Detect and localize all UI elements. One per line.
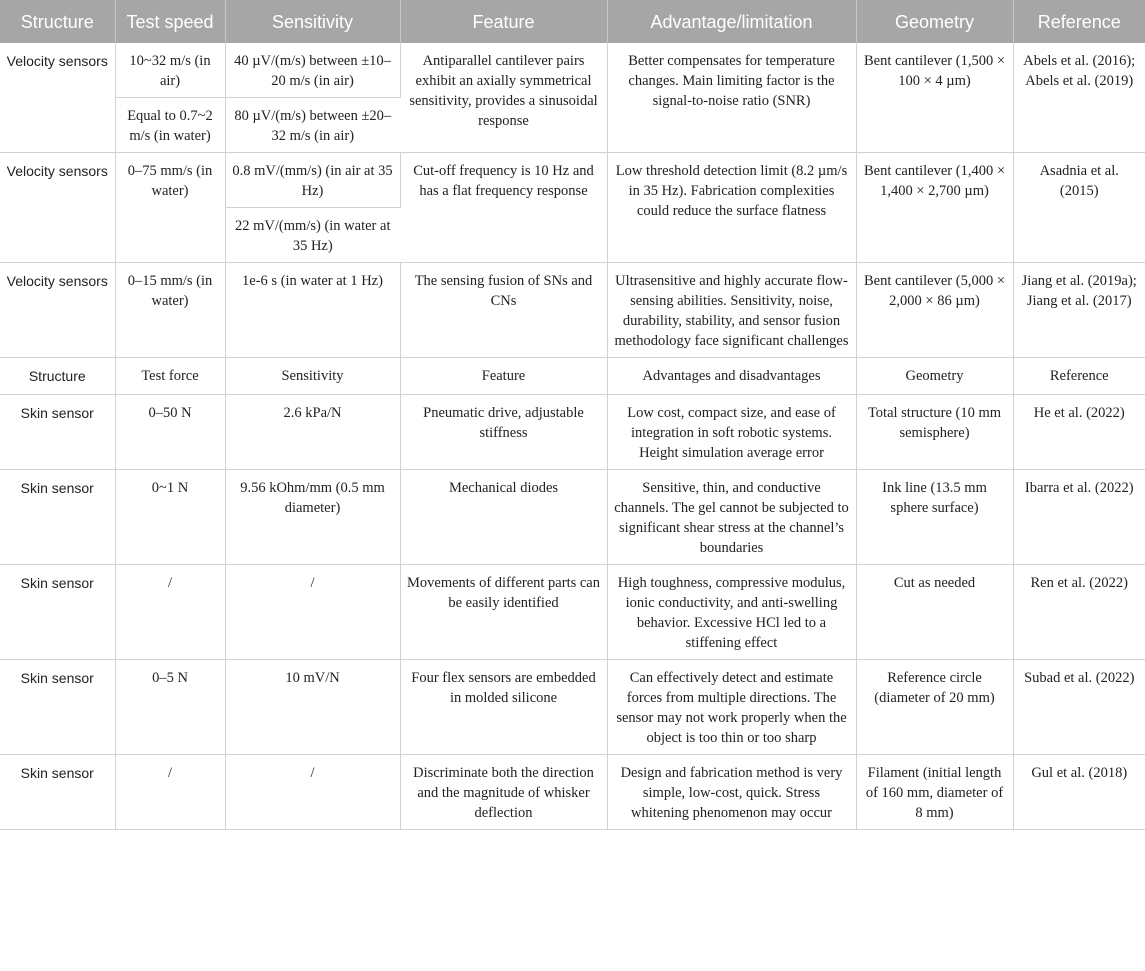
- cell-reference: Gul et al. (2018): [1013, 755, 1145, 830]
- subheader-geometry: Geometry: [856, 358, 1013, 395]
- cell-structure: Skin sensor: [0, 565, 115, 660]
- cell-force: 0–50 N: [115, 395, 225, 470]
- cell-sensitivity: 40 µV/(m/s) between ±10–20 m/s (in air): [225, 43, 400, 98]
- cell-advantage: Ultrasensitive and highly accurate flow-sensing abilities. Sensitivity, noise, durability, stability, and sensor fusion methodology face significant challenges: [607, 263, 856, 358]
- header-row: [0, 0, 1145, 43]
- cell-geometry: Total structure (10 mm semisphere): [856, 395, 1013, 470]
- subheader-sensitivity: Sensitivity: [225, 358, 400, 395]
- table-row: [0, 755, 1145, 830]
- cell-structure: Velocity sensors: [0, 263, 115, 358]
- cell-advantage: Low cost, compact size, and ease of integration in soft robotic systems. Height simulation average error: [607, 395, 856, 470]
- cell-feature: The sensing fusion of SNs and CNs: [400, 263, 607, 358]
- table-row: [0, 660, 1145, 755]
- cell-structure: Skin sensor: [0, 755, 115, 830]
- cell-reference: Ibarra et al. (2022): [1013, 470, 1145, 565]
- cell-feature: Pneumatic drive, adjustable stiffness: [400, 395, 607, 470]
- cell-geometry: Filament (initial length of 160 mm, diameter of 8 mm): [856, 755, 1013, 830]
- cell-structure: Velocity sensors: [0, 153, 115, 263]
- cell-feature: Movements of different parts can be easily identified: [400, 565, 607, 660]
- table-row: [0, 263, 1145, 358]
- cell-advantage: Low threshold detection limit (8.2 µm/s in 35 Hz). Fabrication complexities could reduce the surface flatness: [607, 153, 856, 263]
- cell-reference: Abels et al. (2016); Abels et al. (2019): [1013, 43, 1145, 153]
- cell-geometry: Bent cantilever (1,400 × 1,400 × 2,700 µm): [856, 153, 1013, 263]
- header-advantage: Advantage/limitation: [607, 0, 856, 43]
- header-test-speed: Test speed: [115, 0, 225, 43]
- subheader-test-force: Test force: [115, 358, 225, 395]
- cell-reference: Asadnia et al. (2015): [1013, 153, 1145, 263]
- cell-feature: Antiparallel cantilever pairs exhibit an axially symmetrical sensitivity, provides a sinusoidal response: [400, 43, 607, 153]
- cell-advantage: Better compensates for temperature changes. Main limiting factor is the signal-to-noise ratio (SNR): [607, 43, 856, 153]
- cell-reference: He et al. (2022): [1013, 395, 1145, 470]
- table-row: [0, 470, 1145, 565]
- cell-feature: Cut-off frequency is 10 Hz and has a flat frequency response: [400, 153, 607, 263]
- cell-structure: Velocity sensors: [0, 43, 115, 153]
- header-feature: Feature: [400, 0, 607, 43]
- cell-sensitivity: 10 mV/N: [225, 660, 400, 755]
- cell-geometry: Cut as needed: [856, 565, 1013, 660]
- cell-sensitivity: 0.8 mV/(mm/s) (in air at 35 Hz): [225, 153, 400, 208]
- cell-geometry: Bent cantilever (5,000 × 2,000 × 86 µm): [856, 263, 1013, 358]
- cell-sensitivity: 2.6 kPa/N: [225, 395, 400, 470]
- header-sensitivity: Sensitivity: [225, 0, 400, 43]
- table-row: [0, 565, 1145, 660]
- subheader-reference: Reference: [1013, 358, 1145, 395]
- cell-sensitivity: 9.56 kOhm/mm (0.5 mm diameter): [225, 470, 400, 565]
- subheader-advantage: Advantages and disadvantages: [607, 358, 856, 395]
- cell-reference: Ren et al. (2022): [1013, 565, 1145, 660]
- cell-feature: Discriminate both the direction and the magnitude of whisker deflection: [400, 755, 607, 830]
- cell-advantage: Can effectively detect and estimate forces from multiple directions. The sensor may not work properly when the object is too thin or too sharp: [607, 660, 856, 755]
- header-reference: Reference: [1013, 0, 1145, 43]
- cell-structure: Skin sensor: [0, 660, 115, 755]
- subheader-feature: Feature: [400, 358, 607, 395]
- header-geometry: Geometry: [856, 0, 1013, 43]
- cell-geometry: Ink line (13.5 mm sphere surface): [856, 470, 1013, 565]
- cell-feature: Mechanical diodes: [400, 470, 607, 565]
- cell-sensitivity: 1e-6 s (in water at 1 Hz): [225, 263, 400, 358]
- cell-speed: Equal to 0.7~2 m/s (in water): [115, 98, 225, 153]
- cell-reference: Jiang et al. (2019a); Jiang et al. (2017): [1013, 263, 1145, 358]
- cell-speed: 10~32 m/s (in air): [115, 43, 225, 98]
- cell-speed: 0–75 mm/s (in water): [115, 153, 225, 263]
- cell-force: 0~1 N: [115, 470, 225, 565]
- subheader-row: [0, 358, 1145, 395]
- table-row: [0, 395, 1145, 470]
- cell-structure: Skin sensor: [0, 470, 115, 565]
- cell-force: 0–5 N: [115, 660, 225, 755]
- cell-sensitivity: 80 µV/(m/s) between ±20–32 m/s (in air): [225, 98, 400, 153]
- cell-sensitivity: /: [225, 755, 400, 830]
- subheader-structure: Structure: [0, 358, 115, 395]
- cell-sensitivity: 22 mV/(mm/s) (in water at 35 Hz): [225, 208, 400, 263]
- cell-feature: Four flex sensors are embedded in molded silicone: [400, 660, 607, 755]
- cell-force: /: [115, 755, 225, 830]
- cell-reference: Subad et al. (2022): [1013, 660, 1145, 755]
- table-row: [0, 153, 1145, 208]
- cell-advantage: Sensitive, thin, and conductive channels. The gel cannot be subjected to significant shear stress at the channel’s boundaries: [607, 470, 856, 565]
- cell-speed: 0–15 mm/s (in water): [115, 263, 225, 358]
- cell-force: /: [115, 565, 225, 660]
- cell-structure: Skin sensor: [0, 395, 115, 470]
- cell-sensitivity: /: [225, 565, 400, 660]
- header-structure: Structure: [0, 0, 115, 43]
- cell-advantage: High toughness, compressive modulus, ionic conductivity, and anti-swelling behavior. Excessive HCl led to a stiffening effect: [607, 565, 856, 660]
- table-row: [0, 43, 1145, 98]
- cell-geometry: Reference circle (diameter of 20 mm): [856, 660, 1013, 755]
- cell-geometry: Bent cantilever (1,500 × 100 × 4 µm): [856, 43, 1013, 153]
- cell-advantage: Design and fabrication method is very simple, low-cost, quick. Stress whitening phenomenon may occur: [607, 755, 856, 830]
